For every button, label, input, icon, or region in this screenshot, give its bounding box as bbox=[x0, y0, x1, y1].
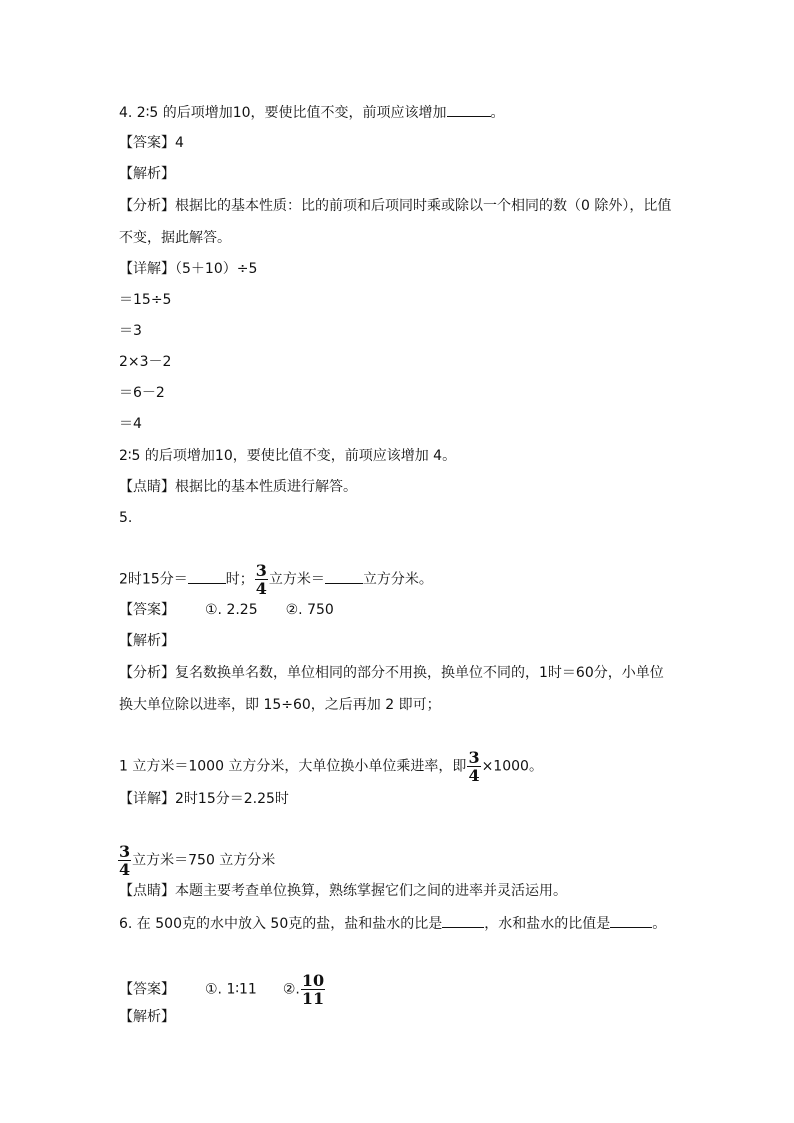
answer-tag: 【答案】 bbox=[119, 135, 175, 151]
q6-question: 6. 在 500克的水中放入 50克的盐，盐和盐水的比是 ，水和盐水的比值是 。 bbox=[119, 913, 666, 933]
answer-2: ②. 750 bbox=[285, 602, 334, 618]
q4-dianjing: 【点睛】根据比的基本性质进行解答。 bbox=[119, 479, 357, 495]
dianjing-tag: 【点睛】 bbox=[119, 479, 175, 495]
answer-value: 4 bbox=[175, 135, 184, 151]
fraction-three-quarters: $\frac{3}{4}$ bbox=[119, 842, 131, 879]
q5-fenxi-line-3: 1 立方米＝1000 立方分米，大单位换小单位乘进率，即 $\frac{3}{4}$ ×1000。 bbox=[119, 748, 543, 785]
q4-answer-blank bbox=[447, 102, 491, 117]
q5-detail-result: $\frac{3}{4}$ 立方米＝750 立方分米 bbox=[119, 842, 276, 879]
step: （5＋10）÷5 bbox=[175, 261, 258, 277]
q5-blank-1 bbox=[188, 569, 226, 584]
fraction-three-quarters: $\frac{3}{4}$ bbox=[468, 748, 480, 785]
xiangjie-tag: 【详解】 bbox=[119, 261, 175, 277]
step: ＝3 bbox=[119, 323, 142, 339]
step: ＝4 bbox=[119, 416, 142, 432]
q4-fenxi-line-1: 【分析】根据比的基本性质：比的前项和后项同时乘或除以一个相同的数（0 除外），比值 bbox=[119, 198, 672, 214]
q4-conclusion: 2∶5 的后项增加10，要使比值不变，前项应该增加 4。 bbox=[119, 448, 457, 464]
answer-tag: 【答案】 bbox=[119, 981, 175, 998]
answer-tag: 【答案】 bbox=[119, 602, 175, 618]
step: 2×3－2 bbox=[119, 354, 172, 370]
q4-fenxi-line-2: 不变，据此解答。 bbox=[119, 230, 231, 246]
q5-analysis-heading: 【解析】 bbox=[119, 633, 175, 649]
q5-blank-2 bbox=[325, 569, 363, 584]
q6-analysis-heading: 【解析】 bbox=[119, 1009, 175, 1025]
dianjing-tag: 【点睛】 bbox=[119, 883, 175, 899]
q5-fenxi-line-1: 【分析】复名数换单名数，单位相同的部分不用换，换单位不同的，1时＝60分，小单位 bbox=[119, 665, 664, 681]
q4-answer bbox=[119, 133, 184, 153]
q4-analysis-heading: 【解析】 bbox=[119, 166, 175, 182]
answer-1: ①. 1∶11 bbox=[205, 981, 257, 998]
fenxi-tag: 【分析】 bbox=[119, 665, 175, 681]
step: ＝15÷5 bbox=[119, 292, 172, 308]
fraction-three-quarters: $\frac{3}{4}$ bbox=[255, 561, 267, 598]
q5-question: 2时15分＝ 时； $\frac{3}{4}$ 立方米＝ 立方分米。 bbox=[119, 561, 433, 598]
q5-answer bbox=[119, 600, 334, 620]
q6-blank-2 bbox=[610, 913, 652, 928]
fraction-ten-elevenths: $\frac{10}{11}$ bbox=[301, 971, 325, 1008]
q5-fenxi-line-2: 换大单位除以进率，即 15÷60，之后再加 2 即可； bbox=[119, 697, 441, 713]
q5-dianjing: 【点睛】本题主要考查单位换算，熟练掌握它们之间的进率并灵活运用。 bbox=[119, 883, 567, 899]
q6-blank-1 bbox=[442, 913, 484, 928]
xiangjie-tag: 【详解】 bbox=[119, 791, 175, 807]
q5-number: 5. bbox=[119, 510, 133, 526]
fenxi-tag: 【分析】 bbox=[119, 198, 175, 214]
q5-detail-line: 【详解】2时15分＝2.25时 bbox=[119, 791, 289, 807]
answer-1: ①. 2.25 bbox=[205, 602, 258, 618]
q4-detail-line bbox=[119, 259, 257, 279]
answer-2-prefix: ②. bbox=[282, 981, 300, 998]
q4-question: 4. 2∶5 的后项增加10，要使比值不变，前项应该增加 。 bbox=[119, 102, 505, 122]
q6-answer bbox=[119, 971, 326, 1008]
step: ＝6－2 bbox=[119, 385, 165, 401]
